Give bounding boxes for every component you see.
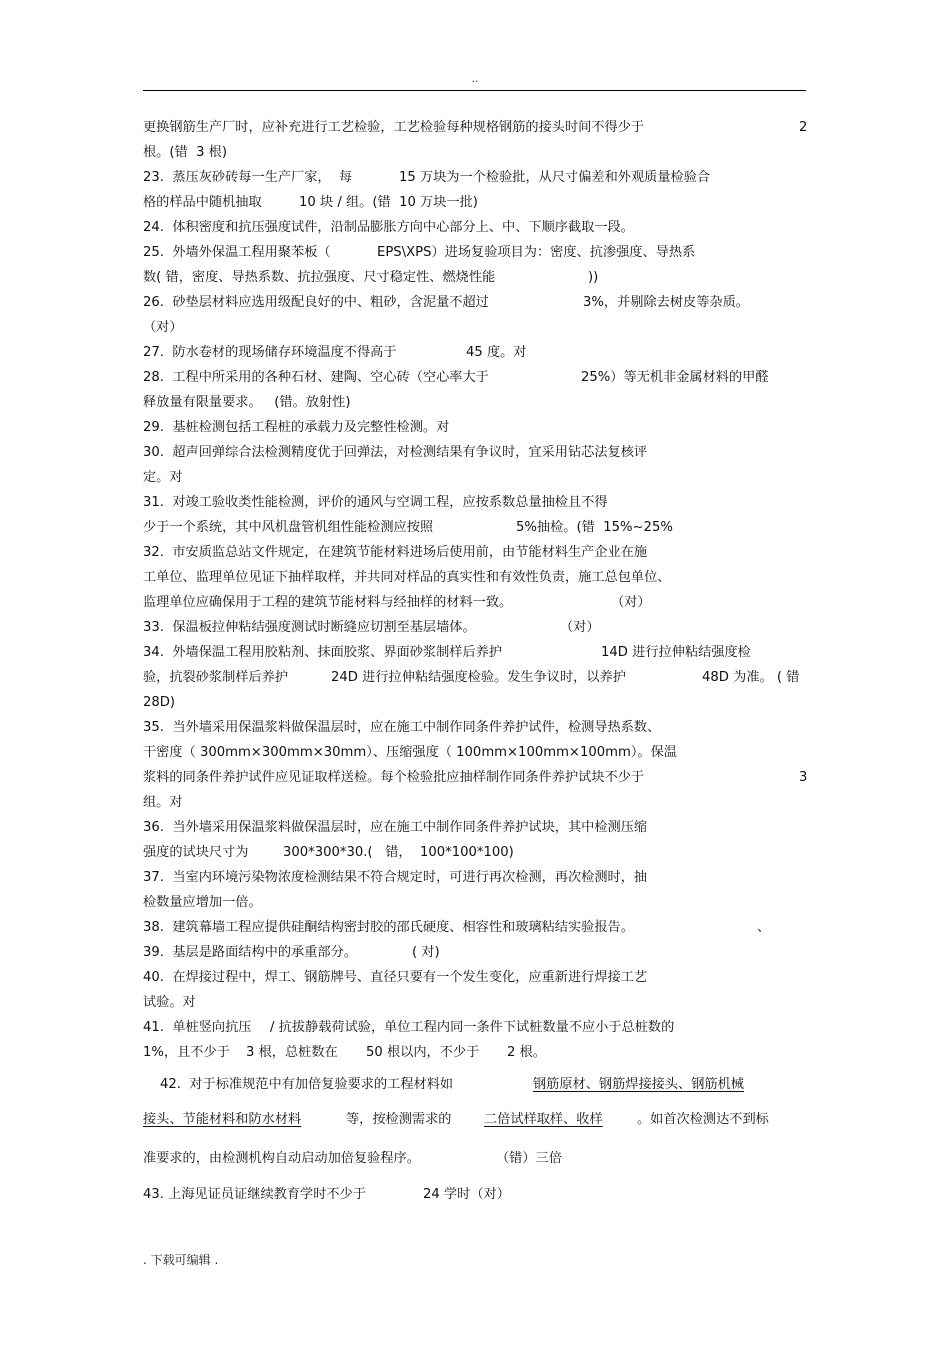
text-segment: 50 根以内，不少于 [366,1045,480,1060]
footer-text: . 下载可编辑 . [143,1253,219,1267]
text-segment: 干密度（ 300mm×300mm×30mm）、压缩强度（ 100mm×100mm×100mm）。保温 [143,745,677,760]
text-line [0,1110,950,1130]
text-line [0,618,950,638]
text-segment: 34. 外墙保温工程用胶粘剂、抹面胶浆、界面砂浆制样后养护 [143,645,503,660]
text-segment: / 抗拔静载荷试验，单位工程内同一条件下试桩数量不应小于总桩数的 [270,1020,675,1035]
text-line [0,543,950,563]
text-line [0,443,950,463]
text-segment: 格的样品中随机抽取 [143,195,262,210]
text-line [0,1149,950,1169]
text-segment: 1%，且不少于 [143,1045,230,1060]
text-segment: 14D 进行拉伸粘结强度检 [601,645,751,660]
text-segment: 29. 基桩检测包括工程桩的承载力及完整性检测。对 [143,420,450,435]
text-line [0,968,950,988]
text-line [0,718,950,738]
text-line [0,568,950,588]
text-line [0,243,950,263]
text-segment: 40. 在焊接过程中，焊工、钢筋牌号、直径只要有一个发生变化，应重新进行焊接工艺 [143,970,648,985]
text-segment: 26. 砂垫层材料应选用级配良好的中、粗砂，含泥量不超过 [143,295,489,310]
text-segment: 48D 为准。 ( 错 [702,670,800,685]
text-line [0,1185,950,1205]
text-segment: 、 [757,920,771,935]
text-line [0,643,950,663]
text-segment: 25. 外墙外保温工程用聚苯板（ [143,245,331,260]
text-segment: 数( 错，密度、导热系数、抗拉强度、尺寸稳定性、燃烧性能 [143,270,496,285]
text-line [0,593,950,613]
text-line [0,868,950,888]
text-segment: 3 [799,770,808,785]
text-segment: 43. 上海见证员证继续教育学时不少于 [143,1187,366,1202]
text-segment: 5%抽检。(错 15%~25% [516,520,673,535]
text-line [0,418,950,438]
text-line [0,143,950,163]
text-line [0,293,950,313]
text-segment: 33. 保温板拉伸粘结强度测试时断缝应切割至基层墙体。 [143,620,476,635]
text-segment: 42. 对于标准规范中有加倍复验要求的工程材料如 [160,1077,454,1092]
text-segment: （对） [560,620,600,635]
text-segment: 少于一个系统，其中风机盘管机组性能检测应按照 [143,520,434,535]
header-rule [143,90,806,91]
text-segment: 接头、节能材料和防水材料 [143,1112,302,1127]
text-segment: 强度的试块尺寸为 [143,845,249,860]
text-line [0,818,950,838]
text-segment: 31. 对竣工验收类性能检测，评价的通风与空调工程，应按系数总量抽检且不得 [143,495,608,510]
text-segment: 准要求的，由检测机构自动启动加倍复验程序。 [143,1151,420,1166]
text-line [0,843,950,863]
text-segment: 检数量应增加一倍。 [143,895,262,910]
text-segment: 28. 工程中所采用的各种石材、建陶、空心砖（空心率大于 [143,370,489,385]
text-segment: 10 块 / 组。(错 10 万块一批) [299,195,478,210]
text-segment: 300*300*30.( 错， 100*100*100) [283,845,514,860]
text-segment: 30. 超声回弹综合法检测精度优于回弹法，对检测结果有争议时，宜采用钻芯法复核评 [143,445,648,460]
text-line [0,168,950,188]
text-segment: 3 根，总桩数在 [246,1045,338,1060]
text-line [0,943,950,963]
text-line [0,518,950,538]
text-segment: （对） [611,595,651,610]
text-line [0,793,950,813]
text-line [0,993,950,1013]
text-segment: 3%，并剔除去树皮等杂质。 [583,295,749,310]
text-line [0,918,950,938]
text-line [0,668,950,688]
text-line [0,268,950,288]
text-segment: 工单位、监理单位见证下抽样取样，并共同对样品的真实性和有效性负责，施工总包单位、 [143,570,671,585]
text-segment: 更换钢筋生产厂时，应补充进行工艺检验，工艺检验每种规格钢筋的接头时间不得少于 [143,120,645,135]
text-segment: 25%）等无机非金属材料的甲醛 [581,370,769,385]
text-line [0,1018,950,1038]
text-segment: 。如首次检测达不到标 [637,1112,769,1127]
text-line [0,768,950,788]
text-line [0,1043,950,1063]
text-segment: 28D) [143,695,176,710]
text-segment: 钢筋原材、钢筋焊接接头、钢筋机械 [533,1077,744,1092]
text-segment: ( 对) [412,945,440,960]
text-segment: 验，抗裂砂浆制样后养护 [143,670,289,685]
text-segment: 24. 体积密度和抗压强度试件，沿制品膨胀方向中心部分上、中、下顺序截取一段。 [143,220,634,235]
text-line [0,193,950,213]
text-segment: 2 根。 [507,1045,546,1060]
text-segment: （对） [143,320,183,335]
text-segment: 38. 建筑幕墙工程应提供硅酮结构密封胶的邵氏硬度、相容性和玻璃粘结实验报告。 [143,920,634,935]
text-segment: 36. 当外墙采用保温浆料做保温层时，应在施工中制作同条件养护试块，其中检测压缩 [143,820,648,835]
text-segment: 监理单位应确保用于工程的建筑节能材料与经抽样的材料一致。 [143,595,513,610]
header-mark: .. [471,72,479,85]
text-segment: 2 [799,120,808,135]
text-segment: 23. 蒸压灰砂砖每一生产厂家， 每 [143,170,353,185]
text-segment: 15 万块为一个检验批，从尺寸偏差和外观质量检验合 [399,170,711,185]
text-segment: 37. 当室内环境污染物浓度检测结果不符合规定时，可进行再次检测，再次检测时，抽 [143,870,648,885]
text-segment: 39. 基层是路面结构中的承重部分。 [143,945,357,960]
text-segment: 定。对 [143,470,183,485]
text-segment: 根。(错 3 根) [143,145,228,160]
text-line [0,118,950,138]
text-line [0,393,950,413]
text-line [0,893,950,913]
text-segment: 45 度。对 [466,345,527,360]
text-line [0,368,950,388]
text-segment: EPS\XPS）进场复验项目为：密度、抗渗强度、导热系 [377,245,696,260]
text-segment: )) [588,270,599,285]
text-line [0,218,950,238]
text-line [0,743,950,763]
text-segment: 24 学时（对） [423,1187,510,1202]
text-line [0,468,950,488]
text-line [0,693,950,713]
text-segment: 24D 进行拉伸粘结强度检验。发生争议时，以养护 [331,670,626,685]
text-segment: 组。对 [143,795,183,810]
text-segment: 41. 单桩竖向抗压 [143,1020,252,1035]
text-line [0,343,950,363]
text-segment: 试验。对 [143,995,196,1010]
text-segment: 27. 防水卷材的现场储存环境温度不得高于 [143,345,397,360]
text-line [0,1075,950,1095]
text-segment: 浆料的同条件养护试件应见证取样送检。每个检验批应抽样制作同条件养护试块不少于 [143,770,645,785]
text-segment: 35. 当外墙采用保温浆料做保温层时，应在施工中制作同条件养护试件，检测导热系数、 [143,720,661,735]
text-segment: 等，按检测需求的 [346,1112,452,1127]
text-segment: 释放量有限量要求。 (错。放射性) [143,395,351,410]
text-segment: （错）三倍 [496,1151,562,1166]
text-line [0,318,950,338]
text-segment: 32. 市安质监总站文件规定，在建筑节能材料进场后使用前，由节能材料生产企业在施 [143,545,648,560]
text-segment: 二倍试样取样、收样 [484,1112,603,1127]
text-line [0,493,950,513]
